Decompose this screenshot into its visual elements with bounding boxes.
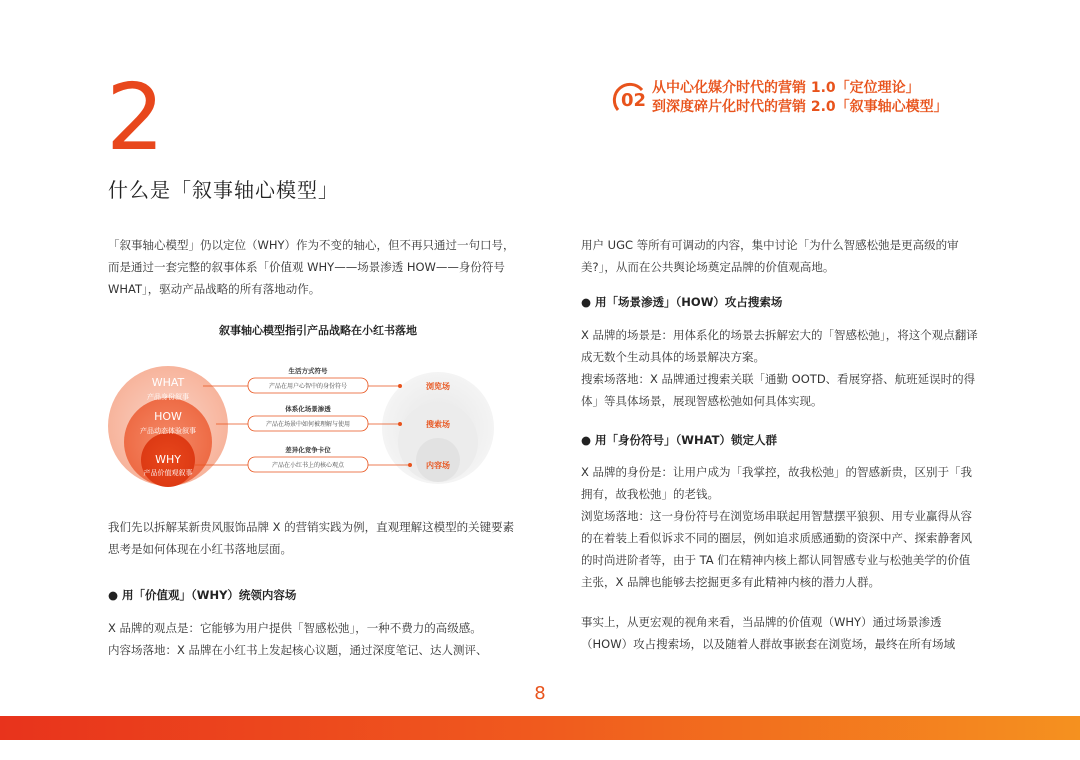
page-number: 8 xyxy=(534,683,546,704)
row-3-label: 差异化竞争卡位 xyxy=(285,446,331,454)
chapter-badge-icon xyxy=(612,80,652,114)
bullet-why: ● 用「价值观」（WHY）统领内容场 xyxy=(108,588,297,602)
right-paragraph-1: 用户 UGC 等所有可调动的内容，集中讨论「为什么智感松弛是更高级的审美?」，从而在公共舆论场奠定品牌的价值观高地。 xyxy=(581,238,959,274)
how-sub: 产品动态体验叙事 xyxy=(140,427,196,435)
why-sub: 产品价值观叙事 xyxy=(143,469,193,477)
bullet-what: ● 用「身份符号」（WHAT）锁定人群 xyxy=(581,433,777,447)
what-sub: 产品身份叙事 xyxy=(147,393,189,401)
left-paragraph-2: 我们先以拆解某新贵风服饰品牌 X 的营销实践为例，直观理解这模型的关键要素思考是如何体现在小红书落地层面。 xyxy=(108,520,515,556)
bullet-how: ● 用「场景渗透」（HOW）攻占搜索场 xyxy=(581,295,783,309)
row-2-dot xyxy=(398,422,402,426)
content-field-label: 内容场 xyxy=(426,461,450,470)
right-paragraph-3-line-1: X 品牌的身份是：让用户成为「我掌控，故我松弛」的智感新贵，区别于「我拥有，故我松弛」的老钱。 xyxy=(581,465,973,501)
row-2-box-text: 产品在场景中如何被理解与使用 xyxy=(265,421,351,428)
why-label: WHY xyxy=(155,453,181,466)
section-title: 什么是「叙事轴心模型」 xyxy=(108,178,339,202)
content-circle xyxy=(416,438,460,482)
header-line-1: 从中心化媒介时代的营销 1.0「定位理论」 xyxy=(652,80,920,96)
left-paragraph-3-line-2: 内容场落地：X 品牌在小红书上发起核心议题，通过深度笔记、达人测评、 xyxy=(108,643,488,657)
search-field-label: 搜索场 xyxy=(426,420,450,429)
right-paragraph-2-line-1: X 品牌的场景是：用体系化的场景去拆解宏大的「智感松弛」，将这个观点翻译成无数个生动具体的场景解决方案。 xyxy=(581,328,978,364)
how-label: HOW xyxy=(154,410,182,423)
row-1-box-text: 产品在用户心智中的身份符号 xyxy=(268,383,348,390)
header-line-2: 到深度碎片化时代的营销 2.0「叙事轴心模型」 xyxy=(652,99,948,115)
row-1-label: 生活方式符号 xyxy=(288,367,328,375)
diagram-title: 叙事轴心模型指引产品战略在小红书落地 xyxy=(219,324,417,337)
right-paragraph-2-line-2: 搜索场落地：X 品牌通过搜索关联「通勤 OOTD、看展穿搭、航班延误时的得体」等具体场景，展现智感松弛如何具体实现。 xyxy=(581,372,976,408)
chapter-number: 2 xyxy=(106,64,165,171)
narrative-axis-diagram xyxy=(108,318,528,518)
chapter-badge-text: 02 xyxy=(621,90,647,111)
what-label: WHAT xyxy=(151,376,185,389)
right-paragraph-3-line-2: 浏览场落地：这一身份符号在浏览场串联起用智慧摆平狼狈、用专业赢得从容的在着装上看似诉求不同的圈层，例如追求质感通勤的资深中产、探索静奢风的时尚进阶者等，由于 TA 们在精神内核上都认同智感专业与松弛美学的价值主张，X 品牌也能够去挖掘更多有此精神内核的潜力人群。 xyxy=(581,509,972,589)
left-paragraph-1: 「叙事轴心模型」仍以定位（WHY）作为不变的轴心，但不再只通过一句口号，而是通过一套完整的叙事体系「价值观 WHY——场景渗透 HOW——身份符号 WHAT」，驱动产品战略的所有落地动作。 xyxy=(108,238,515,296)
right-paragraph-4: 事实上，从更宏观的视角来看，当品牌的价值观（WHY）通过场景渗透（HOW）攻占搜索场，以及随着人群故事嵌套在浏览场，最终在所有场域 xyxy=(581,615,956,651)
row-2-label: 体系化场景渗透 xyxy=(285,405,331,413)
right-paragraph-3 xyxy=(581,461,981,593)
row-1-dot xyxy=(398,384,402,388)
browse-field-label: 浏览场 xyxy=(426,382,450,391)
bottom-gradient-bar xyxy=(0,716,1080,740)
left-paragraph-3-line-1: X 品牌的观点是：它能够为用户提供「智感松弛」，一种不费力的高级感。 xyxy=(108,621,482,635)
row-3-dot xyxy=(408,463,412,467)
row-3-box-text: 产品在小红书上的核心观点 xyxy=(271,462,345,469)
left-paragraph-3 xyxy=(108,617,528,661)
right-paragraph-2 xyxy=(581,324,981,412)
